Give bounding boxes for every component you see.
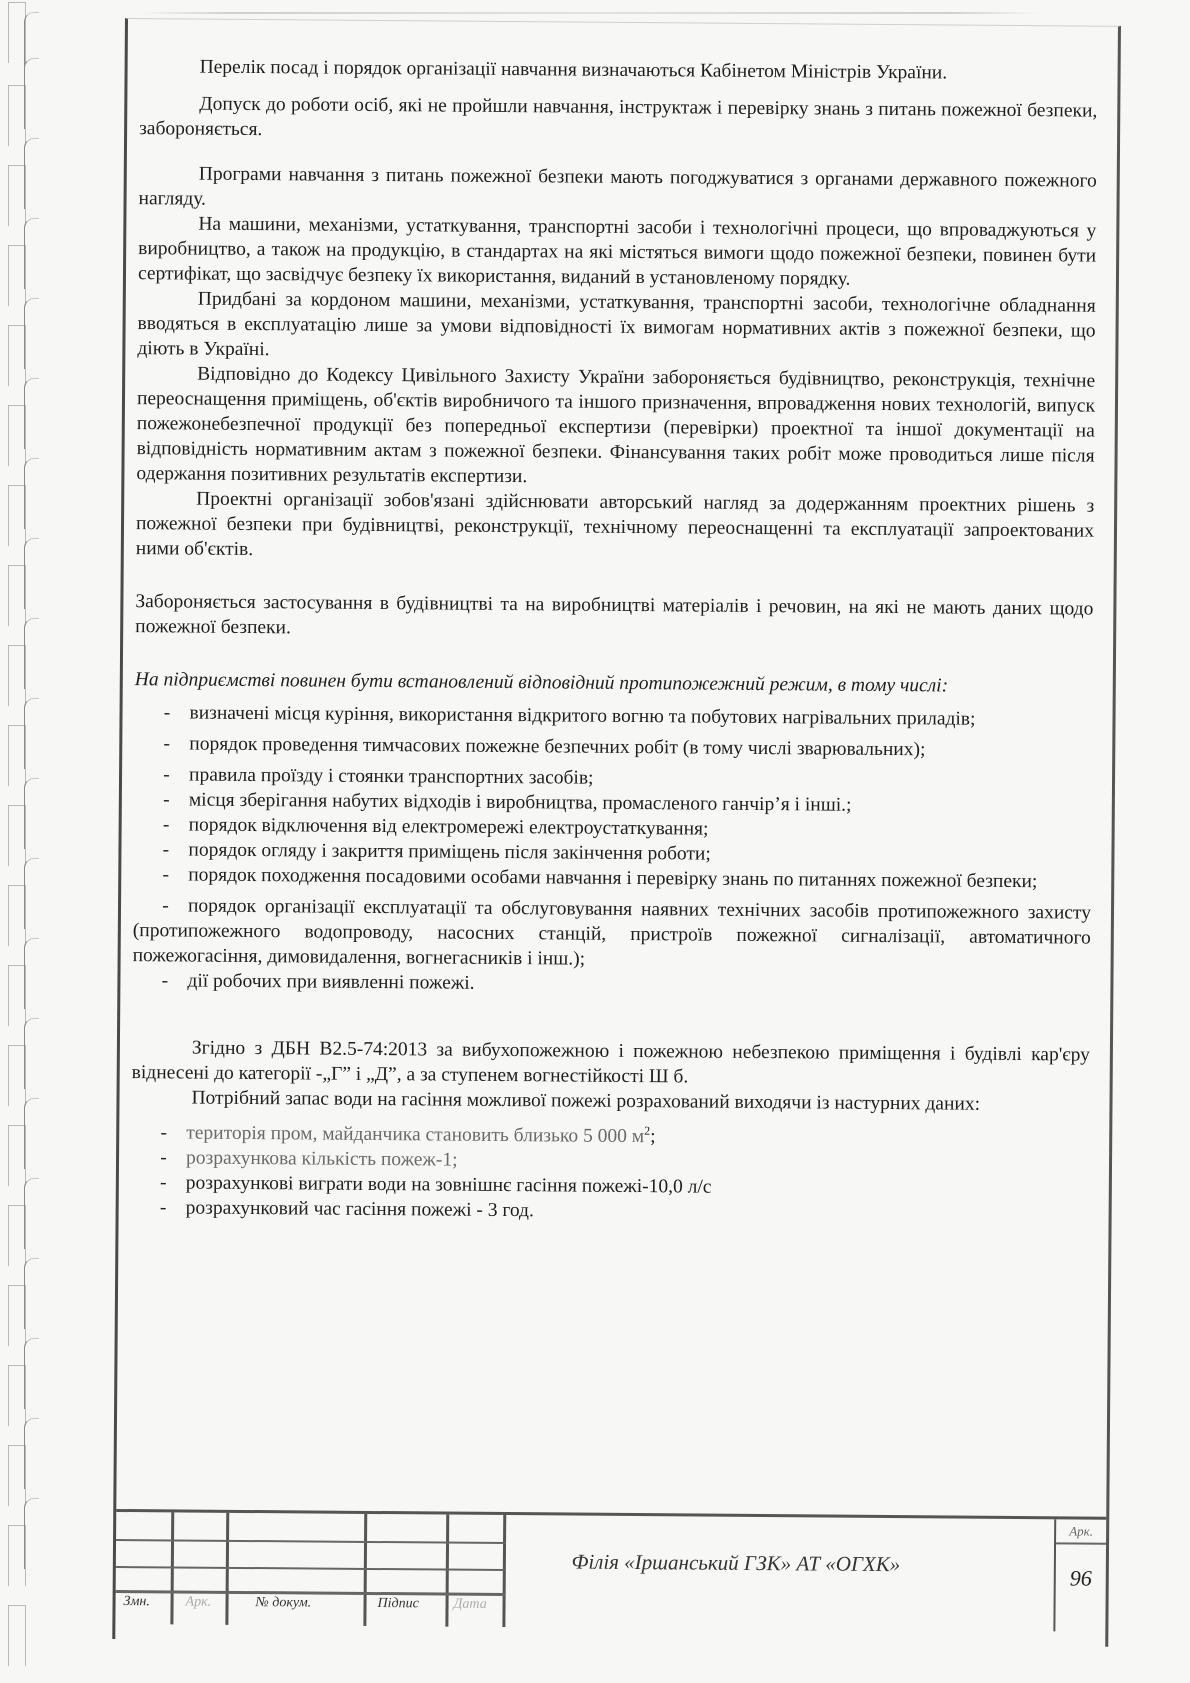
organization-name: Філія «Іршанський ГЗК» АТ «ОГХК» xyxy=(571,1549,901,1577)
paragraph-admission: Допуск до роботи осіб, які не пройшли навчання, інструктаж і перевірку знань з питань пожежної безпеки, забороняється. xyxy=(139,93,1098,141)
binding-hook xyxy=(24,1178,39,1249)
binding-hook xyxy=(24,298,39,369)
binding-hook xyxy=(24,778,39,849)
paragraph-training-programs: Програми навчання з питань пожежної безпеки мають погоджуватися з органами державного пожежного нагляду. xyxy=(138,163,1097,210)
dash-bullet: - xyxy=(163,702,171,724)
binding-hook xyxy=(24,138,39,209)
list-item: - розрахункові виграти води на зовнішнє гасіння пожежі-10,0 л/с xyxy=(131,1170,1089,1203)
dash-bullet: - xyxy=(160,1122,168,1144)
paragraph-civil-protection-code: Відповідно до Кодексу Цивільного Захисту України забороняється будівництво, реконструкція, технічне переоснащення приміщень, об'єктів виробничого та іншого призначення, впровадження нових технологій, випуск пожежонебезпечної продукції без попередньої експертизи (перевірки) проектної та іншої документації на відповідність нормативним актам з пожежної безпеки. Фінансування таких робіт може проводиться лише після одержання позитивних результатів експертизи. xyxy=(136,363,1096,488)
sheet-number: 96 xyxy=(1069,1565,1092,1591)
spiral-binding xyxy=(8,0,48,1683)
fire-regime-list xyxy=(132,700,1092,1001)
list-item: - дії робочих при виявленні пожежі. xyxy=(132,968,1090,1001)
binding-hook xyxy=(24,58,39,129)
binding-hook xyxy=(24,1498,39,1569)
list-item: - порядок проведення тимчасових пожежне безпечних робіт (в тому числі зварювальних); xyxy=(134,731,1092,764)
binding-hook xyxy=(24,458,39,529)
list-item: - порядок відключення від електромережі електроустаткування; xyxy=(134,812,1092,845)
sheet-label: Арк. xyxy=(1056,1523,1106,1544)
dash-bullet: - xyxy=(162,864,170,886)
dash-bullet: - xyxy=(161,970,169,992)
revision-grid xyxy=(115,1512,511,1627)
binding-hook xyxy=(24,1258,39,1329)
binding-hook xyxy=(24,1418,39,1489)
paragraph-materials-prohibition: Забороняється застосування в будівництві та на виробництві матеріалів і речовин, на які не мають даних щодо пожежної безпеки. xyxy=(135,591,1094,639)
dash-bullet: - xyxy=(159,1197,167,1219)
list-item: - визначені місця куріння, використання відкритого вогню та побутових нагрівальних приладів; xyxy=(134,700,1092,733)
scan-artifact xyxy=(140,12,1040,14)
list-item: - порядок організації експлуатації та обслуговування наявних технічних засобів протипожежного захисту (протипожежного водопроводу, насосних станцій, пристроїв пожежної сигналізації, автоматичного пожежогасіння, димовидалення, вогнегасників і інш.); xyxy=(133,893,1092,976)
binding-ring xyxy=(8,1605,26,1666)
list-item: - порядок походження посадовими особами навчання і перевірку знань по питаннях пожежної безпеки; xyxy=(133,862,1091,895)
label-date: Дата xyxy=(453,1596,487,1612)
dash-bullet: - xyxy=(163,789,170,811)
binding-hook xyxy=(24,1098,39,1169)
paragraph-dbn-category: Згідно з ДБН В2.5-74:2013 за вибухопожежною і пожежною небезпекою приміщення і будівлі кар'єру віднесені до категорії -„Г” і „Д”, а за ступенем вогнестійкості Ш б. xyxy=(131,1037,1090,1088)
list-item: - місця зберігання набутих відходів і виробництва, промасленого ганчір’я і інші.; xyxy=(134,787,1092,820)
binding-hook xyxy=(24,618,39,689)
binding-hook xyxy=(24,938,39,1009)
label-change: Змн. xyxy=(123,1594,150,1610)
label-doc-number: № докум. xyxy=(255,1595,312,1611)
label-sheet-col: Арк. xyxy=(185,1594,212,1610)
sheet-number-box xyxy=(1053,1519,1106,1631)
list-item: - розрахункова кількість пожеж-1; xyxy=(131,1145,1089,1178)
dash-bullet: - xyxy=(163,764,170,786)
paragraph-imported-equipment: Придбані за кордоном машини, механізми, устаткування, транспортні засоби, технологічне обладнання вводяться в експлуатацію лише за умови відповідності їх вимогам нормативних актів з пожежної безпеки, що діють в Україні. xyxy=(137,288,1096,361)
binding-hook xyxy=(24,538,39,609)
list-item: - правила проїзду і стоянки транспортних засобів; xyxy=(134,762,1092,795)
dash-bullet: - xyxy=(162,895,169,917)
binding-hook xyxy=(24,218,39,289)
paragraph-design-supervision: Проектні організації зобов'язані здійснювати авторський нагляд за додержанням проектних рішень з пожежної безпеки при будівництві, реконструкції, технічному переоснащенні та експлуатації запроектованих ними об'єктів. xyxy=(135,488,1095,561)
document-body xyxy=(131,54,1098,1227)
dash-bullet: - xyxy=(160,1147,167,1169)
dash-bullet: - xyxy=(160,1172,167,1194)
label-signature: Підпис xyxy=(377,1596,419,1612)
dash-bullet: - xyxy=(162,839,170,861)
binding-hook xyxy=(24,378,39,449)
list-item: - розрахунковий час гасіння пожежі - 3 год. xyxy=(131,1195,1089,1228)
list-item: - територія пром, майданчика становить близько 5 000 $м^2$; xyxy=(131,1120,1089,1153)
paragraph-training-positions: Перелік посад і порядок організації навчання визначаються Кабінетом Міністрів України. xyxy=(199,56,948,84)
dash-bullet: - xyxy=(163,733,171,755)
water-calc-list xyxy=(131,1120,1090,1228)
paragraph-certification: На машини, механізми, устаткування, транспортні засоби і технологічні процеси, що впроваджуються у виробництво, а також на продукцію, в стандартах на які містяться вимоги щодо пожежної безпеки, повинен бути сертифікат, що засвідчує безпеку їх використання, виданий в установленому порядку. xyxy=(137,213,1097,290)
binding-hook xyxy=(24,1018,39,1089)
page-frame xyxy=(112,18,1121,1647)
binding-hook xyxy=(24,1338,39,1409)
binding-hook xyxy=(24,698,39,769)
dash-bullet: - xyxy=(162,814,170,836)
title-block xyxy=(115,1509,1106,1632)
list-item: - порядок огляду і закриття приміщень після закінчення роботи; xyxy=(133,837,1091,870)
paragraph-fire-regime-intro: На підприємстві повинен бути встановлений відповідний протипожежний режим, в тому числі: xyxy=(134,669,949,697)
binding-hook xyxy=(24,858,39,929)
paragraph-water-supply: Потрібний запас води на гасіння можливої пожежі розрахований виходячи із настурних даних: xyxy=(191,1087,981,1115)
